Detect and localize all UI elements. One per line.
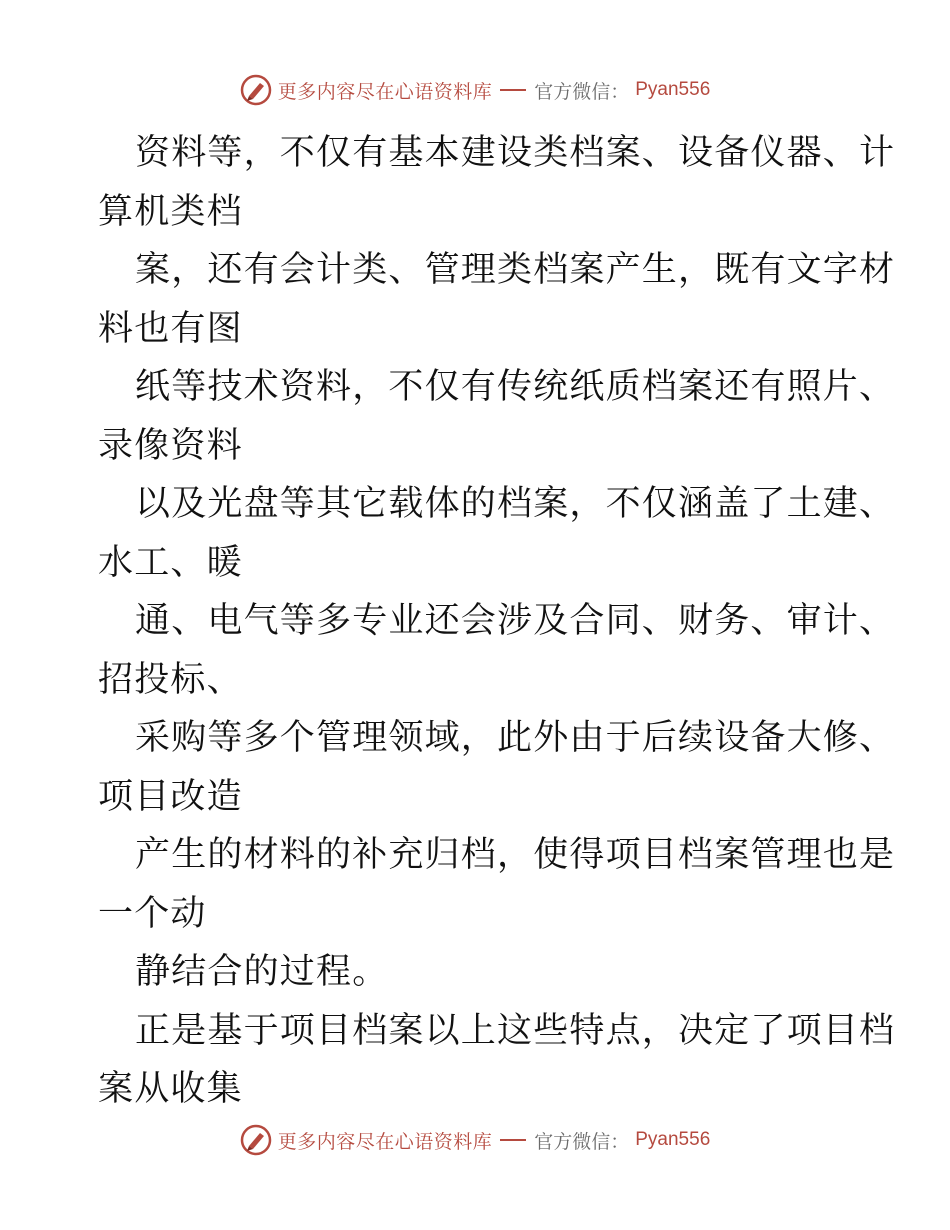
watermark-site-text: 更多内容尽在心语资料库 bbox=[277, 80, 493, 103]
text-line: 一个动 bbox=[98, 893, 207, 934]
text-line: 资料等，不仅有基本建设类档案、设备仪器、计 bbox=[135, 133, 896, 173]
watermark-sub-label: 官方微信： bbox=[534, 80, 630, 103]
text-line: 录像资料 bbox=[98, 425, 243, 466]
watermark-wechat-id: Pyan556 bbox=[635, 79, 711, 100]
text-line: 静结合的过程。 bbox=[135, 952, 389, 992]
pen-logo-icon bbox=[240, 74, 272, 106]
text-line: 招投标、 bbox=[98, 659, 243, 700]
text-line: 案从收集 bbox=[98, 1069, 243, 1109]
text-line: 水工、暖 bbox=[98, 542, 243, 583]
text-line: 采购等多个管理领域，此外由于后续设备大修、 bbox=[135, 718, 896, 758]
text-line: 正是基于项目档案以上这些特点，决定了项目档 bbox=[135, 1010, 896, 1051]
watermark-dash bbox=[500, 89, 526, 91]
text-line: 通、电气等多专业还会涉及合同、财务、审计、 bbox=[135, 601, 896, 641]
document-body bbox=[98, 124, 896, 1119]
text-line: 纸等技术资料，不仅有传统纸质档案还有照片、 bbox=[135, 367, 896, 407]
text-line: 料也有图 bbox=[98, 308, 243, 349]
footer-watermark bbox=[0, 1120, 950, 1160]
text-line: 以及光盘等其它载体的档案，不仅涵盖了土建、 bbox=[135, 484, 896, 524]
text-line: 产生的材料的补充归档，使得项目档案管理也是 bbox=[135, 835, 896, 875]
watermark-wechat-id: Pyan556 bbox=[635, 1129, 711, 1150]
text-line: 项目改造 bbox=[98, 776, 243, 817]
watermark-sub-label: 官方微信： bbox=[534, 1130, 630, 1153]
text-line: 案，还有会计类、管理类档案产生，既有文字材 bbox=[135, 250, 896, 290]
text-line: 算机类档 bbox=[98, 191, 243, 232]
pen-logo-icon bbox=[240, 1124, 272, 1156]
header-watermark bbox=[0, 70, 950, 110]
watermark-dash bbox=[500, 1139, 526, 1141]
watermark-site-text: 更多内容尽在心语资料库 bbox=[277, 1130, 493, 1153]
